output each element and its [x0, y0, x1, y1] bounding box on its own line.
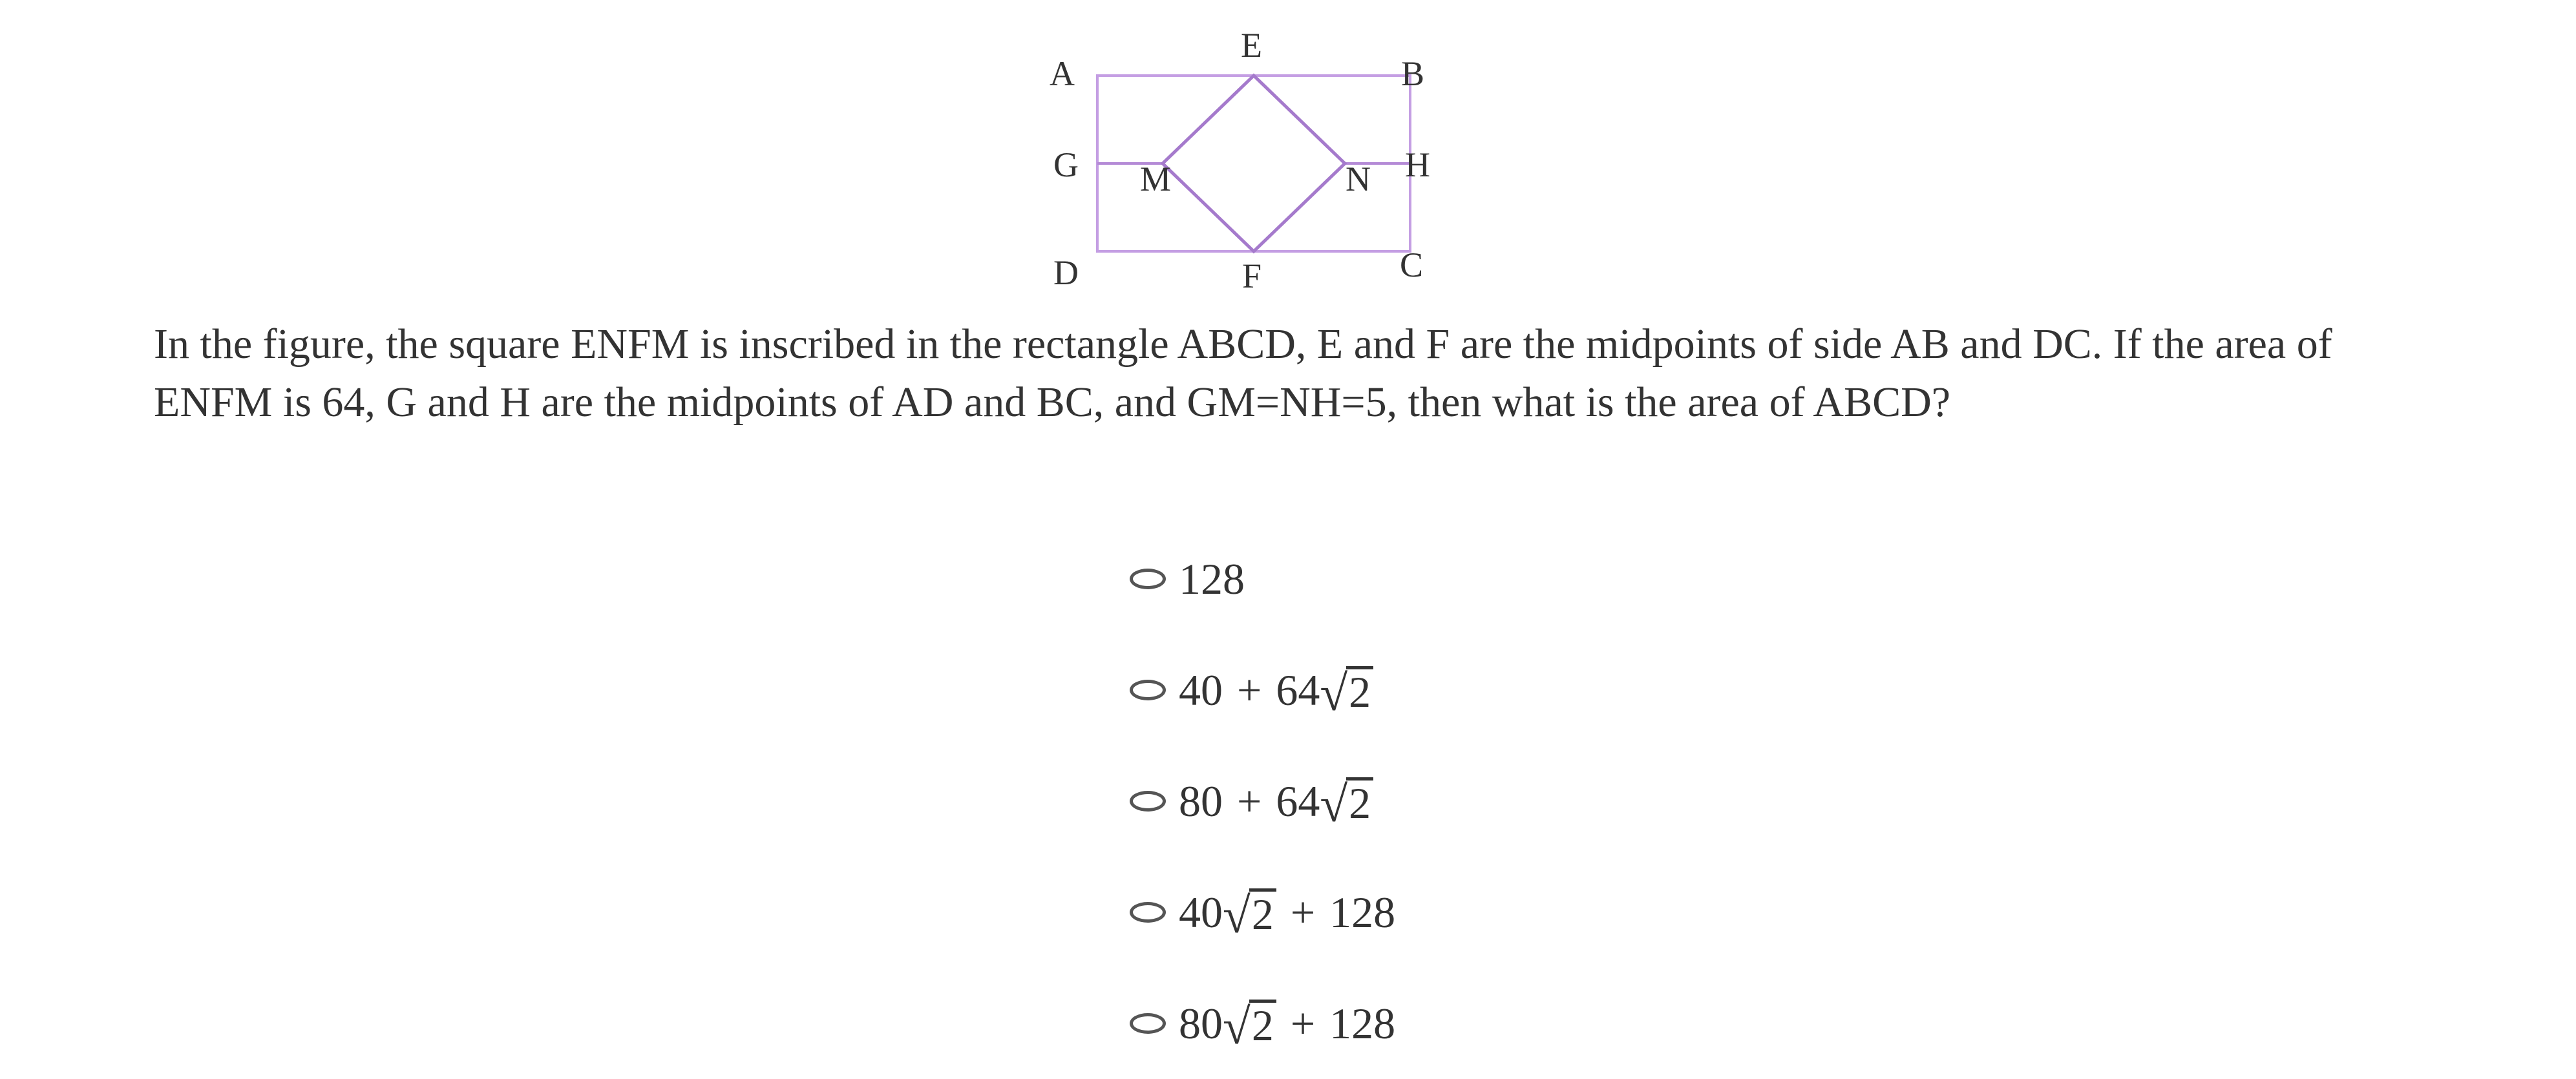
- radicand: 2: [1249, 888, 1276, 938]
- operator: +: [1237, 665, 1262, 715]
- radio-button[interactable]: [1130, 1013, 1166, 1034]
- sqrt-sign: √: [1223, 886, 1251, 943]
- question-text: In the figure, the square ENFM is inscribed in the rectangle ABCD, E and F are the midpoints of side AB and DC. If the area of ENFM is 64, G and H are the midpoints of AD and BC, and GM=NH=5, then what is the area of ABCD?: [154, 320, 2332, 426]
- option-3[interactable]: [1130, 746, 1647, 857]
- sqrt-expression: [1223, 886, 1276, 943]
- sqrt-sign: √: [1223, 998, 1251, 1054]
- term-a: 80: [1179, 776, 1223, 826]
- answer-options: [1130, 523, 1647, 1079]
- radicand: 2: [1346, 666, 1373, 715]
- figure-svg: [1025, 23, 1452, 300]
- option-1-text: 128: [1179, 554, 1245, 603]
- term-b: 128: [1329, 998, 1396, 1048]
- label-b: B: [1401, 54, 1425, 93]
- option-3-text: [1179, 775, 1373, 832]
- term-a: 40: [1179, 665, 1223, 715]
- label-a: A: [1050, 54, 1075, 93]
- radicand: 2: [1249, 1000, 1276, 1049]
- label-m: M: [1140, 160, 1172, 198]
- label-f: F: [1242, 257, 1262, 295]
- term-b: 128: [1329, 887, 1396, 937]
- option-5[interactable]: [1130, 968, 1647, 1079]
- radio-button[interactable]: [1130, 902, 1166, 923]
- sqrt-sign: √: [1320, 775, 1348, 832]
- sqrt-sign: √: [1320, 664, 1348, 721]
- geometry-figure: [1025, 23, 1452, 300]
- square-enfm: [1163, 76, 1345, 251]
- option-2[interactable]: [1130, 634, 1647, 746]
- term-a: 40: [1179, 887, 1223, 937]
- label-c: C: [1400, 246, 1424, 284]
- option-4-text: [1179, 886, 1396, 943]
- term-a: 80: [1179, 998, 1223, 1048]
- option-4[interactable]: [1130, 857, 1647, 968]
- label-d: D: [1053, 253, 1079, 292]
- term-b: 64: [1276, 665, 1320, 715]
- radio-button[interactable]: [1130, 680, 1166, 700]
- radicand: 2: [1346, 777, 1373, 826]
- operator: +: [1237, 776, 1262, 826]
- option-2-text: [1179, 664, 1373, 721]
- sqrt-expression: [1320, 664, 1373, 721]
- operator: +: [1290, 998, 1316, 1048]
- sqrt-expression: [1320, 775, 1373, 832]
- term-b: 64: [1276, 776, 1320, 826]
- label-e: E: [1241, 26, 1262, 65]
- label-n: N: [1346, 160, 1371, 198]
- option-1[interactable]: [1130, 523, 1647, 634]
- radio-button[interactable]: [1130, 569, 1166, 589]
- label-g: G: [1053, 145, 1079, 184]
- sqrt-expression: [1223, 998, 1276, 1054]
- operator: +: [1290, 887, 1316, 937]
- radio-button[interactable]: [1130, 791, 1166, 812]
- label-h: H: [1405, 145, 1430, 184]
- option-5-text: [1179, 998, 1396, 1054]
